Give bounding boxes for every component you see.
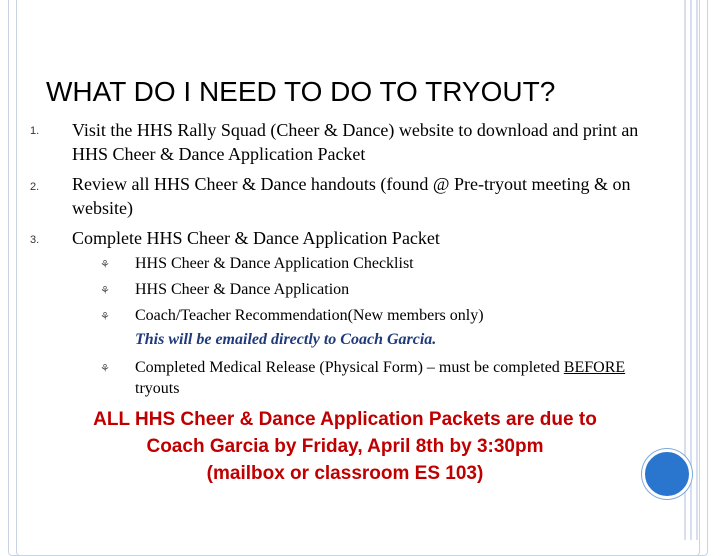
bullet-icon: ⚘ xyxy=(100,284,110,297)
list-number: 1. xyxy=(30,125,40,137)
medical-emphasis: BEFORE xyxy=(563,359,626,376)
list-item: HHS Cheer & Dance Application Checklist xyxy=(135,255,414,272)
list-number: 2. xyxy=(30,181,40,193)
deadline-line: ALL HHS Cheer & Dance Application Packets are due to xyxy=(93,409,597,430)
recommendation-note: This will be emailed directly to Coach Garcia. xyxy=(135,331,437,348)
medical-text-after: tryouts xyxy=(135,380,180,397)
decorative-circle-icon xyxy=(642,449,692,499)
step-text: Review all HHS Cheer & Dance handouts (found @ Pre-tryout meeting & on website) xyxy=(72,174,631,218)
list-item: HHS Cheer & Dance Application xyxy=(135,281,350,298)
bullet-icon: ⚘ xyxy=(100,258,110,271)
list-item: Coach/Teacher Recommendation(New members only) xyxy=(135,307,484,324)
bullet-icon: ⚘ xyxy=(100,310,110,323)
bullet-icon: ⚘ xyxy=(100,362,110,375)
step-text: Visit the HHS Rally Squad (Cheer & Dance) website to download and print an HHS Cheer & Dance Application Packet xyxy=(72,120,639,164)
deadline-line: Coach Garcia by Friday, April 8th by 3:30pm xyxy=(146,436,544,457)
list-number: 3. xyxy=(30,234,40,246)
deadline-notice xyxy=(50,406,640,487)
decorative-rail xyxy=(690,0,692,540)
slide-title: WHAT DO I NEED TO DO TO TRYOUT? xyxy=(46,76,556,107)
list-item-medical xyxy=(135,357,655,399)
step-text: Complete HHS Cheer & Dance Application Packet xyxy=(72,228,440,248)
decorative-rail xyxy=(696,0,698,540)
deadline-line: (mailbox or classroom ES 103) xyxy=(206,463,484,484)
medical-text: Completed Medical Release (Physical Form) – must be completed xyxy=(135,359,564,376)
